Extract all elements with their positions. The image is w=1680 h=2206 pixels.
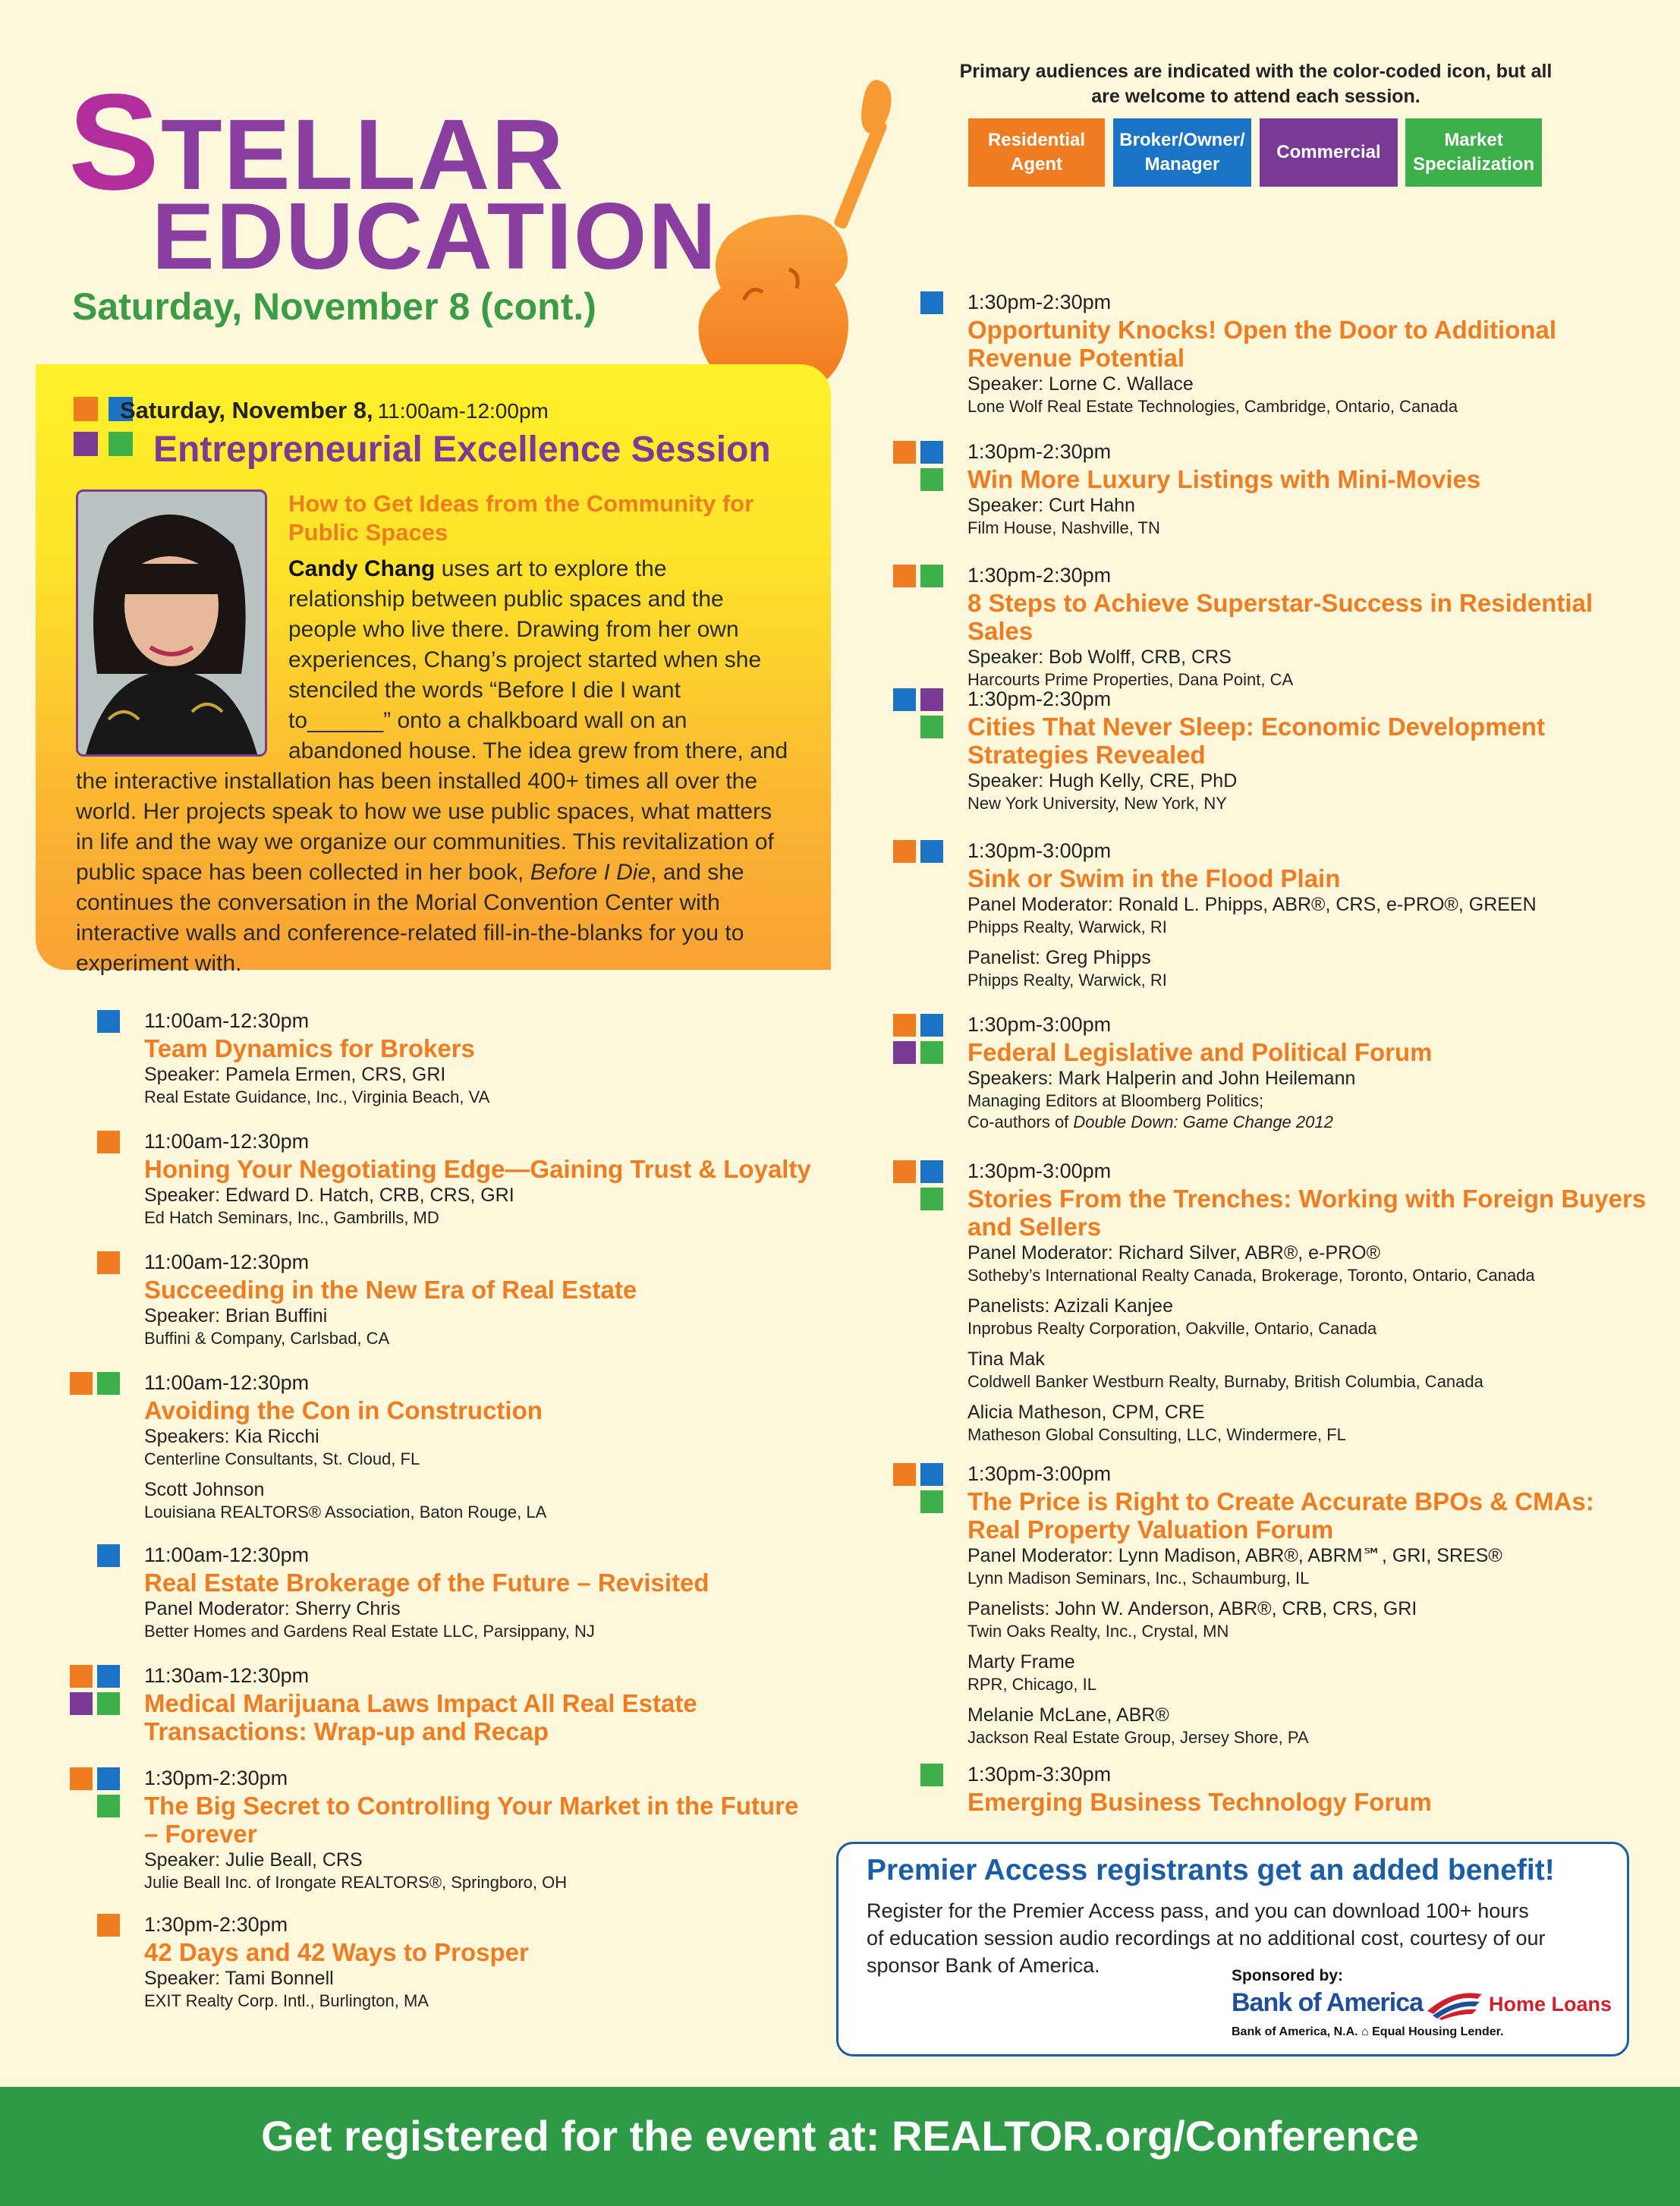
- page-subtitle: Saturday, November 8 (cont.): [72, 285, 596, 328]
- session-time: 1:30pm-2:30pm: [967, 688, 1112, 710]
- session-speaker: Speaker: Brian Buffini: [144, 1305, 328, 1326]
- audience-icon-commercial: [70, 1692, 93, 1715]
- session-speaker: Speaker: Lorne C. Wallace: [967, 373, 1194, 395]
- audience-icon-market: [97, 1372, 120, 1395]
- session-item: [144, 1911, 812, 2012]
- session-item: [967, 1761, 1650, 1816]
- audience-icon-broker: [97, 1767, 120, 1790]
- audience-icon-residential: [70, 1665, 93, 1688]
- premier-body: Register for the Premier Access pass, and you can download 100+ hours of education session audio recordings at no additional cost, courtesy of our sponsor Bank of America.: [867, 1899, 1546, 1977]
- audience-icon-market: [920, 565, 943, 587]
- session-affiliation: Harcourts Prime Properties, Dana Point, CA: [967, 670, 1294, 689]
- session-affiliation: Managing Editors at Bloomberg Politics;: [967, 1091, 1264, 1110]
- session-speaker: Speakers: Mark Halperin and John Heilemann: [967, 1068, 1356, 1089]
- title-initial: S: [68, 66, 162, 219]
- session-title: Stories From the Trenches: Working with Foreign Buyers and Sellers: [967, 1185, 1647, 1241]
- audience-icon-market: [109, 432, 133, 456]
- session-affiliation: Film House, Nashville, TN: [967, 518, 1160, 537]
- session-speaker: Speaker: Julie Beall, CRS: [144, 1849, 363, 1871]
- session-speaker: Panelists: Azizali Kanjee: [967, 1295, 1173, 1317]
- session-speaker: Speaker: Curt Hahn: [967, 495, 1135, 516]
- session-affiliation: Sotheby’s International Realty Canada, Brokerage, Toronto, Ontario, Canada: [967, 1266, 1535, 1285]
- legend-residential-agent: Residential Agent: [968, 118, 1105, 187]
- session-title: The Big Secret to Controlling Your Market in the Future – Forever: [144, 1792, 799, 1848]
- session-affiliation: RPR, Chicago, IL: [967, 1675, 1096, 1694]
- featured-time: 11:00am-12:00pm: [377, 399, 549, 423]
- session-affiliation: Real Estate Guidance, Inc., Virginia Beach, VA: [144, 1087, 490, 1106]
- session-affiliation: Louisiana REALTORS® Association, Baton Rouge, LA: [144, 1503, 547, 1522]
- session-item: [144, 1369, 812, 1523]
- session-speaker: Panel Moderator: Sherry Chris: [144, 1598, 401, 1619]
- session-item: [967, 1011, 1650, 1133]
- session-speaker: Panel Moderator: Lynn Madison, ABR®, ABRM℠, GRI, SRES®: [967, 1545, 1502, 1566]
- book-title: Double Down: Game Change 2012: [1073, 1112, 1333, 1131]
- audience-icon-commercial: [74, 432, 98, 456]
- audience-icon-residential: [893, 1160, 916, 1183]
- session-time: 11:00am-12:30pm: [144, 1009, 310, 1032]
- session-time: 1:30pm-2:30pm: [967, 440, 1112, 463]
- session-item: [144, 1662, 812, 1745]
- session-affiliation: New York University, New York, NY: [967, 794, 1227, 813]
- audience-icon-residential: [893, 565, 916, 587]
- session-time: 1:30pm-3:00pm: [967, 1013, 1112, 1036]
- audience-icon-residential: [893, 840, 916, 863]
- session-speaker: Marty Frame: [967, 1651, 1075, 1673]
- affiliation-prefix: Co-authors of: [967, 1112, 1074, 1131]
- session-title: Succeeding in the New Era of Real Estate: [144, 1276, 637, 1304]
- title-line-2: EDUCATION: [152, 184, 718, 289]
- session-item: [144, 1007, 812, 1108]
- session-item: [967, 288, 1650, 417]
- sponsored-by-label: Sponsored by:: [1232, 1967, 1344, 1984]
- session-item: [967, 438, 1650, 539]
- session-speaker: Speaker: Tami Bonnell: [144, 1968, 334, 1989]
- session-speaker: Panelists: John W. Anderson, ABR®, CRB, CRS, GRI: [967, 1598, 1417, 1619]
- session-affiliation: Coldwell Banker Westburn Realty, Burnaby, British Columbia, Canada: [967, 1372, 1483, 1391]
- session-speaker: Alicia Matheson, CPM, CRE: [967, 1402, 1205, 1423]
- audience-icon-market: [920, 1764, 943, 1786]
- session-time: 1:30pm-3:00pm: [967, 839, 1112, 862]
- session-time: 11:00am-12:30pm: [144, 1371, 310, 1394]
- session-affiliation: Lynn Madison Seminars, Inc., Schaumburg, IL: [967, 1569, 1310, 1588]
- photo-spacer: [76, 554, 288, 762]
- session-affiliation: Phipps Realty, Warwick, RI: [967, 971, 1167, 990]
- session-time: 11:00am-12:30pm: [144, 1251, 310, 1273]
- session-title: The Price is Right to Create Accurate BPOs & CMAs: Real Property Valuation Forum: [967, 1487, 1594, 1544]
- footer-registration-link[interactable]: Get registered for the event at: REALTOR.org/Conference: [261, 2112, 1419, 2160]
- session-title: Win More Luxury Listings with Mini-Movies: [967, 465, 1481, 493]
- session-item: [144, 1541, 812, 1642]
- audience-icon-broker: [97, 1010, 120, 1033]
- sponsor-legal: Bank of America, N.A. ⌂ Equal Housing Lender.: [1232, 2025, 1504, 2038]
- book-title: Before I Die: [530, 860, 651, 885]
- session-time: 1:30pm-2:30pm: [967, 564, 1112, 587]
- session-speaker: Panel Moderator: Richard Silver, ABR®, e-PRO®: [967, 1242, 1380, 1263]
- audience-icon-broker: [97, 1544, 120, 1567]
- bio-text: uses art to explore the relationship between public spaces and the people who live there. Drawing from her own experiences, Chang’s project started when she stenciled the words “Before I die I want to______” onto a chalkboard wall on an abandoned house. The idea grew from there, and the interactive installation has been installed 400+ times all over the world. Her projects speak to how we use public spaces, what matters in life and the way we organize our communities. This revitalization of public space has been collected in her book,: [76, 556, 788, 885]
- session-affiliation: Ed Hatch Seminars, Inc., Gambrills, MD: [144, 1208, 439, 1227]
- sponsor-logo-name: Bank of America: [1232, 1988, 1424, 2017]
- featured-date-text: Saturday, November 8,: [120, 397, 373, 423]
- session-time: 11:00am-12:30pm: [144, 1544, 310, 1566]
- session-affiliation: Buffini & Company, Carlsbad, CA: [144, 1329, 390, 1348]
- audience-icon-residential: [97, 1131, 120, 1153]
- audience-icon-broker: [920, 1160, 943, 1183]
- session-title: Federal Legislative and Political Forum: [967, 1038, 1433, 1066]
- session-item: [967, 562, 1650, 691]
- legend-broker-owner-manager: Broker/Owner/ Manager: [1113, 118, 1251, 187]
- featured-bio: [76, 554, 789, 979]
- session-title: Sink or Swim in the Flood Plain: [967, 864, 1341, 892]
- session-item: [967, 685, 1650, 814]
- audience-icon-residential: [893, 1463, 916, 1486]
- session-affiliation: EXIT Realty Corp. Intl., Burlington, MA: [144, 1991, 429, 2010]
- audience-icon-market: [920, 1188, 943, 1210]
- audience-icon-broker: [920, 1014, 943, 1037]
- session-speaker: Panelist: Greg Phipps: [967, 947, 1151, 968]
- session-item: [967, 1460, 1650, 1748]
- session-title: Medical Marijuana Laws Impact All Real Estate Transactions: Wrap-up and Recap: [144, 1689, 697, 1745]
- session-title: Cities That Never Sleep: Economic Development Strategies Revealed: [967, 713, 1546, 769]
- audience-icon-residential: [97, 1251, 120, 1274]
- featured-date: [120, 397, 549, 424]
- session-speaker: Speaker: Bob Wolff, CRB, CRS: [967, 647, 1232, 668]
- session-time: 1:30pm-3:00pm: [967, 1462, 1112, 1485]
- session-speaker: Speaker: Pamela Ermen, CRS, GRI: [144, 1064, 446, 1085]
- session-title: Opportunity Knocks! Open the Door to Additional Revenue Potential: [967, 316, 1557, 372]
- session-time: 1:30pm-2:30pm: [144, 1767, 288, 1789]
- session-speaker: Melanie McLane, ABR®: [967, 1704, 1169, 1726]
- audience-icon-residential: [70, 1372, 93, 1395]
- session-title: Honing Your Negotiating Edge—Gaining Trust & Loyalty: [144, 1155, 811, 1183]
- session-item: [144, 1128, 812, 1229]
- session-affiliation: Twin Oaks Realty, Inc., Crystal, MN: [967, 1622, 1229, 1641]
- premier-title: Premier Access registrants get an added benefit!: [867, 1854, 1555, 1887]
- session-affiliation: Jackson Real Estate Group, Jersey Shore, PA: [967, 1728, 1309, 1747]
- session-item: [967, 837, 1650, 991]
- session-item: [144, 1248, 812, 1349]
- audience-icon-residential: [893, 1014, 916, 1037]
- session-speaker: Panel Moderator: Ronald L. Phipps, ABR®, CRS, e-PRO®, GREEN: [967, 894, 1537, 915]
- audience-icon-commercial: [920, 688, 943, 711]
- session-speaker: Speakers: Kia Ricchi: [144, 1426, 319, 1447]
- audience-icon-market: [920, 716, 943, 738]
- audience-icon-residential: [74, 397, 98, 421]
- session-speaker: Tina Mak: [967, 1348, 1045, 1370]
- audience-icon-market: [920, 1041, 943, 1064]
- session-affiliation: Phipps Realty, Warwick, RI: [967, 917, 1167, 936]
- session-time: 1:30pm-2:30pm: [967, 291, 1112, 313]
- session-title: Team Dynamics for Brokers: [144, 1034, 475, 1062]
- speaker-name: Candy Chang: [288, 556, 436, 581]
- session-affiliation: Inprobus Realty Corporation, Oakville, Ontario, Canada: [967, 1319, 1377, 1338]
- legend-commercial: Commercial: [1260, 118, 1398, 187]
- session-title: Real Estate Brokerage of the Future – Revisited: [144, 1569, 709, 1597]
- session-title: 8 Steps to Achieve Superstar-Success in Residential Sales: [967, 589, 1593, 645]
- session-title: 42 Days and 42 Ways to Prosper: [144, 1938, 529, 1966]
- legend-note: Primary audiences are indicated with the color-coded icon, but all are welcome to attend each session.: [959, 61, 1553, 107]
- audience-icon-market: [920, 468, 943, 491]
- featured-talk-title: How to Get Ideas from the Community for Public Spaces: [288, 490, 754, 546]
- session-time: 1:30pm-3:30pm: [967, 1763, 1112, 1786]
- session-affiliation-2: [967, 1112, 1650, 1133]
- session-title: Avoiding the Con in Construction: [144, 1396, 543, 1424]
- session-affiliation: Lone Wolf Real Estate Technologies, Cambridge, Ontario, Canada: [967, 397, 1458, 416]
- session-item: [967, 1157, 1650, 1446]
- audience-icon-market: [97, 1795, 120, 1817]
- session-speaker: Scott Johnson: [144, 1479, 265, 1500]
- audience-icon-residential: [893, 441, 916, 464]
- audience-icon-residential: [70, 1767, 93, 1790]
- sponsor-product: Home Loans: [1489, 1993, 1612, 2016]
- audience-icon-broker: [97, 1665, 120, 1688]
- audience-icon-market: [97, 1692, 120, 1715]
- audience-icon-broker: [893, 688, 916, 711]
- bank-flag-icon: [1424, 1990, 1484, 2020]
- session-item: [144, 1764, 812, 1893]
- featured-title: Entrepreneurial Excellence Session: [153, 430, 771, 470]
- session-speaker: Speaker: Edward D. Hatch, CRB, CRS, GRI: [144, 1185, 514, 1206]
- session-speaker: Speaker: Hugh Kelly, CRE, PhD: [967, 770, 1238, 791]
- title-line-1-rest: TELLAR: [161, 99, 565, 210]
- audience-icon-broker: [920, 291, 943, 314]
- session-title: Emerging Business Technology Forum: [967, 1788, 1432, 1816]
- audience-icon-broker: [920, 1463, 943, 1486]
- session-time: 1:30pm-3:00pm: [967, 1160, 1112, 1182]
- bio-text-end: , and she continues the conversation in the Morial Convention Center with interactive walls and conference-related fill-in-the-blanks for you to experiment with.: [76, 860, 744, 976]
- session-affiliation: Julie Beall Inc. of Irongate REALTORS®, Springboro, OH: [144, 1873, 568, 1892]
- session-time: 1:30pm-2:30pm: [144, 1913, 288, 1936]
- audience-icon-market: [920, 1490, 943, 1513]
- session-affiliation: Matheson Global Consulting, LLC, Windermere, FL: [967, 1425, 1346, 1444]
- session-time: 11:00am-12:30pm: [144, 1130, 310, 1153]
- session-affiliation: Centerline Consultants, St. Cloud, FL: [144, 1449, 420, 1468]
- session-affiliation: Better Homes and Gardens Real Estate LLC, Parsippany, NJ: [144, 1622, 595, 1641]
- legend-market-specialization: Market Specialization: [1405, 118, 1542, 187]
- session-time: 11:30am-12:30pm: [144, 1664, 310, 1687]
- audience-icon-commercial: [893, 1041, 916, 1064]
- audience-icon-broker: [920, 840, 943, 863]
- audience-icon-broker: [920, 441, 943, 464]
- audience-icon-residential: [97, 1914, 120, 1937]
